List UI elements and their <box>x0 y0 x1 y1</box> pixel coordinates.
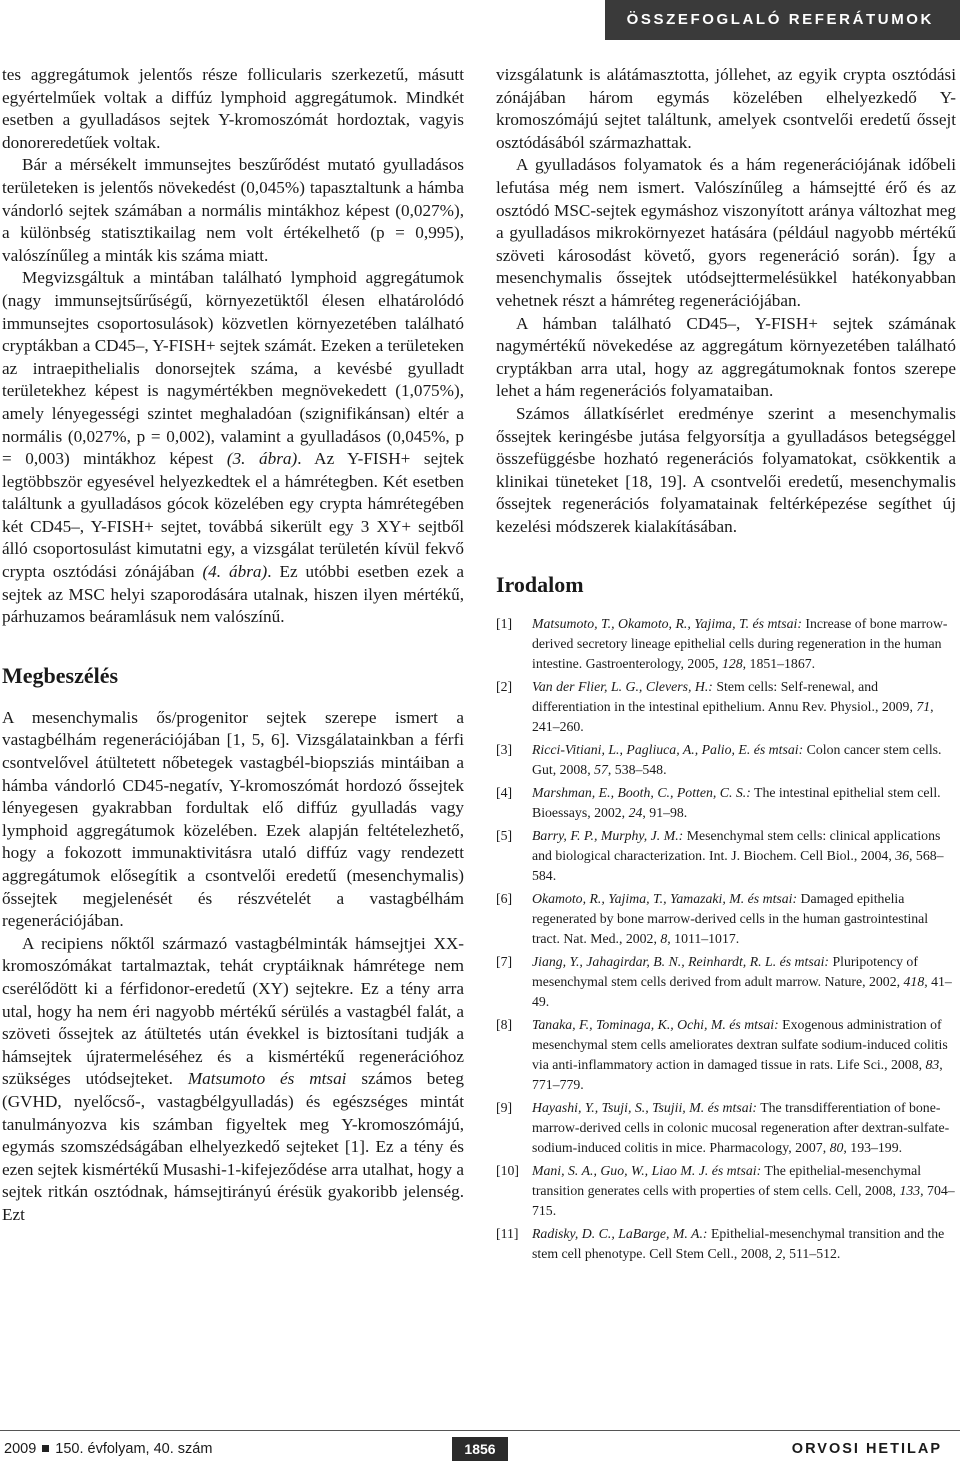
reference-volume: 80 <box>829 1140 844 1156</box>
reference-body <box>532 826 956 886</box>
reference-item <box>496 826 956 886</box>
reference-number: [9] <box>496 1100 513 1116</box>
reference-list <box>496 614 956 1264</box>
reference-authors: Mani, S. A., Guo, W., Liao M. J. és mtsai: <box>532 1163 762 1179</box>
page-header <box>0 0 960 40</box>
reference-authors: Okamoto, R., Yajima, T., Yamazaki, M. és mtsai: <box>532 891 798 907</box>
reference-authors: Matsumoto, T., Okamoto, R., Yajima, T. és mtsai: <box>532 616 802 632</box>
paragraph: Bár a mérsékelt immunsejtes beszűrődést mutató gyulladásos területeken is jelentős növekedést (0,045%) tapasztaltunk a hámba vándorló sejtek számában a normális mintákhoz képest (0,027%), a különbség statisztikailag nem volt értékelhető (p = 0,995), valószínűleg a minták kis száma miatt. <box>2 155 464 265</box>
reference-pages: , 91–98. <box>642 805 688 821</box>
footer-divider <box>0 1430 960 1431</box>
reference-number: [10] <box>496 1163 519 1179</box>
reference-body <box>532 1224 956 1264</box>
page-number: 1856 <box>452 1437 508 1461</box>
text-span: . Az Y-FISH+ sejtek legtöbbször egyesével helyezkedtek el a hámrétegben. Két esetben találtunk a gyulladásos gócok közelében egy crypta hámrétegében két CD45–, Y-FISH+ sejtet, továbbá sikerült egy 3 XY+ sejtből álló csoportosulást kimutatni egy, a vizsgálat területén kívül fekvő crypta osztódási zónájában <box>2 449 464 582</box>
paragraph: Számos állatkísérlet eredménye szerint a mesenchymalis őssejtek keringésbe jutása felgyorsítja a gyulladásos betegséggel összefüggésbe hozható regenerációs folyamatokat, csökkentik a klinikai tüneteket [18, 19]. A csontvelői eredetű, mesenchymalis őssejtek regenerációs folyamatainak feltérképezése segíthet új kezelési módszerek kialakításában. <box>496 403 956 536</box>
reference-number: [11] <box>496 1226 519 1242</box>
reference-item <box>496 677 956 737</box>
reference-body <box>532 740 956 780</box>
reference-body <box>532 677 956 737</box>
section-title: ÖSSZEFOGLALÓ REFERÁTUMOK <box>605 0 960 40</box>
reference-authors: Marshman, E., Booth, C., Potten, C. S.: <box>532 785 751 801</box>
reference-number: [1] <box>496 616 513 632</box>
reference-item <box>496 1224 956 1264</box>
reference-text: The transdifferentiation of bone-marrow-derived cells in colonic mucosal regeneration after dextran-sulfate-sodium-induced colitis in mice. Pharmacology, 2007, <box>532 1100 950 1156</box>
reference-item <box>496 783 956 823</box>
reference-text: Colon cancer stem cells. Gut, 2008, <box>532 742 942 778</box>
reference-number: [7] <box>496 954 513 970</box>
reference-number: [5] <box>496 828 513 844</box>
reference-authors: Ricci-Vitiani, L., Pagliuca, A., Palio, E. és mtsai: <box>532 742 804 758</box>
paragraph: A hámban található CD45–, Y-FISH+ sejtek számának nagymértékű növekedése az aggregátum környezetében található cryptákban arra utal, hogy az aggregátumoknak fontos szerepe lehet a hám regenerációs folyamataiban. <box>496 313 956 401</box>
reference-number: [6] <box>496 891 513 907</box>
reference-text: Pluripotency of mesenchymal stem cells derived from adult marrow. Nature, 2002, <box>532 954 918 990</box>
right-column <box>496 64 956 1267</box>
reference-volume: 8 <box>660 931 668 947</box>
paragraph <box>2 933 464 1227</box>
reference-body <box>532 783 956 823</box>
reference-text: Exogenous administration of mesenchymal stem cells ameliorates dextran sulfate sodium-induced colitis via anti-inflammatory action in damaged tissue in rats. Life Sci., 2008, <box>532 1017 948 1073</box>
reference-number: [2] <box>496 679 513 695</box>
reference-text: Mesenchymal stem cells: clinical applications and biological characterization. Int. J. Biochem. Cell Biol., 2004, <box>532 828 941 864</box>
left-column <box>2 64 464 1227</box>
reference-volume: 57 <box>594 762 608 778</box>
reference-number: [4] <box>496 785 513 801</box>
paragraph: A gyulladásos folyamatok és a hám regenerációjának időbeli lefutása még nem ismert. Valószínűleg a hámsejtté érő és az osztódó MSC-sejtek egymáshoz viszonyított aránya változhat meg a gyulladásos mikrokörnyezet hatására (például nagyobb mértékű szöveti károsodást követő, gyors regeneráció során). Így a mesenchymalis őssejtek utódsejttermelésükkel hatékonyabban vehetnek részt a hámréteg regenerációjában. <box>496 155 956 310</box>
reference-volume: 133 <box>899 1183 921 1199</box>
paragraph: A mesenchymalis ős/progenitor sejtek szerepe ismert a vastagbélhám regenerációjában [1, 5, 6]. Vizsgálatainkban a férfi csontvelővel átültetett nőbetegek vastagbél-biopsziás mintáiban a hámba vándorló CD45-negatív, Y-kromoszómát hordozó őssejtek lényegesen gyakrabban fordultak elő diffúz gyulladás vagy lymphoid aggregátumok közelében. Ezek alapján feltételezhető, hogy a fokozott immunaktivitásra utaló diffúz vagy rendezett aggregátumok elősegítik a csontvelői eredetű (mesenchymalis) őssejtek megjelenését és részvételét a vastagbélhám regenerációjában. <box>2 707 464 931</box>
reference-item <box>496 889 956 949</box>
text-span: A recipiens nőktől származó vastagbélminták hámsejtjei XX-kromoszómákat tartalmaztak, tehát cryptáiknak hámrétege nem cserélődött ki a férfidonor-eredetű (XY) sejtekre. Ez a tény arra utal, hogy ha nem éri nagyobb mértékű sérülés a vastagbél falát, a szöveti őssejtek az átültetés után évekkel is biztosítani tudják a hámsejtek újratermeléséhez és a kismértékű regenerációhoz szükséges utódsejteket. <box>2 933 464 1089</box>
reference-authors: Tanaka, F., Tominaga, K., Ochi, M. és mtsai: <box>532 1017 779 1033</box>
reference-item <box>496 1161 956 1221</box>
reference-pages: , 1851–1867. <box>742 656 816 672</box>
reference-volume: 36 <box>895 848 910 864</box>
reference-body <box>532 1098 956 1158</box>
reference-text: Stem cells: Self-renewal, and differentiation in the intestinal epithelium. Annu Rev. Physiol., 2009, <box>532 679 917 715</box>
reference-pages: , 511–512. <box>782 1246 841 1262</box>
footer-issue: 150. évfolyam, 40. szám <box>55 1441 213 1457</box>
text-span: számos beteg (GVHD, nyelőcső-, vastagbélgyulladás) és egészséges mintát tanulmányozva kis számban figyeltek meg Y-kromoszómájú, egymás szomszédságában elhelyezkedő sejteket [1]. Ez a tény és ezen sejtek kismértékű Musashi-1-kifejeződése arra utalhat, hogy a sejtek ritkán osztódnak, hámsejtirányú érésük gyakoribb jelenség. Ezt <box>2 1069 464 1224</box>
reference-text: The epithelial-mesenchymal transition generates cells with properties of stem cells. Cell, 2008, <box>532 1163 922 1199</box>
reference-body <box>532 889 956 949</box>
paragraph <box>2 267 464 629</box>
issue-info <box>4 1441 212 1457</box>
paragraph: tes aggregátumok jelentős része follicularis szerkezetű, másutt egyértelműek voltak a diffúz lymphoid aggregátumok. Mindkét esetben a gyulladásos sejtek Y-kromoszómát hordoztak, vagyis donoreredetűek voltak. <box>2 65 464 152</box>
reference-pages: , 538–548. <box>607 762 667 778</box>
author-citation: Matsumoto és mtsai <box>187 1069 347 1089</box>
reference-body <box>532 952 956 1012</box>
reference-item <box>496 740 956 780</box>
reference-volume: 128 <box>721 656 743 672</box>
reference-item <box>496 1015 956 1095</box>
reference-item <box>496 1098 956 1158</box>
section-heading-references: Irodalom <box>496 572 584 598</box>
reference-body <box>532 614 956 674</box>
square-bullet-icon <box>42 1445 49 1452</box>
reference-text: Damaged epithelia regenerated by bone marrow-derived cells in the human gastrointestinal tract. Nat. Med., 2002, <box>532 891 929 947</box>
reference-item <box>496 952 956 1012</box>
reference-pages: , 1011–1017. <box>667 931 740 947</box>
reference-text: Epithelial-mesenchymal transition and the stem cell phenotype. Cell Stem Cell., 2008, <box>532 1226 945 1262</box>
reference-pages: , 193–199. <box>843 1140 903 1156</box>
figure-reference: (3. ábra) <box>226 449 298 469</box>
reference-authors: Barry, F. P., Murphy, J. M.: <box>532 828 684 844</box>
page-footer <box>0 1432 960 1465</box>
figure-reference: (4. ábra) <box>202 562 268 582</box>
reference-volume: 418 <box>903 974 925 990</box>
reference-volume: 71 <box>916 699 931 715</box>
section-heading-discussion: Megbeszélés <box>2 662 119 688</box>
reference-authors: Van der Flier, L. G., Clevers, H.: <box>532 679 713 695</box>
reference-pages: , 41–49. <box>532 974 952 1010</box>
reference-pages: , 704–715. <box>532 1183 955 1219</box>
reference-pages: , 771–779. <box>532 1057 943 1093</box>
reference-authors: Hayashi, Y., Tsuji, S., Tsujii, M. és mtsai: <box>532 1100 758 1116</box>
reference-item <box>496 614 956 674</box>
reference-body <box>532 1161 956 1221</box>
reference-body <box>532 1015 956 1095</box>
text-span: Megvizsgáltuk a mintában található lymphoid aggregátumok (nagy immunsejtsűrűségű, környezetüktől élesen elhatárolódó immunsejtes csoportosulások) közvetlen környezetében található cryptákban a CD45–, Y-FISH+ sejtek számát. Ezeken a területeken az intraepithelialis donorsejtek száma, a kevésbé gyulladt területekhez képest is nagymértékben megnövekedett (1,075%), amely lényegességi szintet meghaladóan (szignifikánsan) eltér a normális (0,027%, p = 0,002), valamint a gyulladásos (0,045%, p = 0,003) mintákhoz képest <box>2 268 464 469</box>
reference-text: The intestinal epithelial stem cell. Bioessays, 2002, <box>532 785 941 821</box>
reference-pages: , 241–260. <box>532 699 934 735</box>
reference-volume: 2 <box>775 1246 783 1262</box>
text-span: . Ez utóbbi esetben ezek a sejtek az MSC helyi szaporodására utalnak, hiszen ilyen mértékű, párhuzamos beáramlásuk nem valószínű. <box>2 562 464 627</box>
journal-name: ORVOSI HETILAP <box>791 1441 942 1457</box>
reference-text: Increase of bone marrow-derived secretory lineage epithelial cells during regeneration in the human intestine. Gastroenterology, 2005, <box>532 616 948 672</box>
paragraph: vizsgálatunk is alátámasztotta, jóllehet, az egyik crypta osztódási zónájában három egymás közelében elhelyezkedő Y-kromoszómájú sejtet találtunk, amelyek csontvelői eredetű őssejt osztódásából származhattak. <box>496 65 956 152</box>
reference-authors: Radisky, D. C., LaBarge, M. A.: <box>532 1226 708 1242</box>
reference-volume: 24 <box>628 805 643 821</box>
reference-authors: Jiang, Y., Jahagirdar, B. N., Reinhardt, R. L. és mtsai: <box>532 954 830 970</box>
reference-volume: 83 <box>925 1057 940 1073</box>
reference-number: [3] <box>496 742 513 758</box>
reference-pages: , 568–584. <box>532 848 944 884</box>
footer-year: 2009 <box>4 1441 37 1457</box>
reference-number: [8] <box>496 1017 513 1033</box>
